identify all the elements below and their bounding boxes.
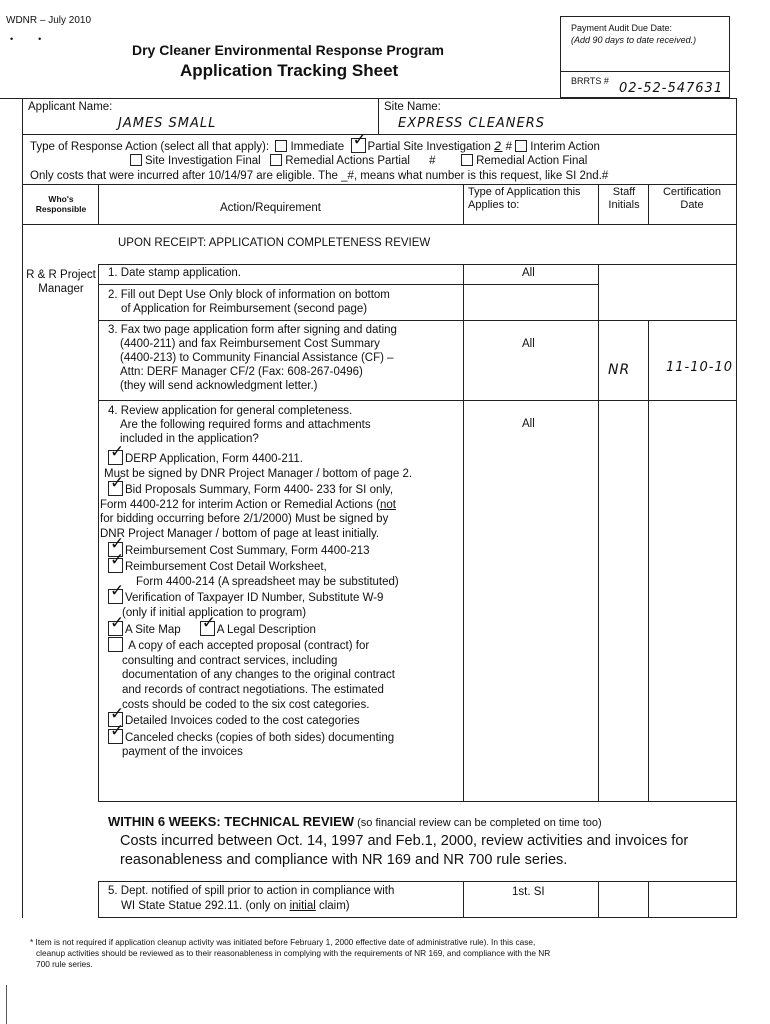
rule-row3 <box>98 400 737 401</box>
audit-box <box>560 16 730 98</box>
footnote <box>30 937 550 970</box>
rcd-line1: Reimbursement Cost Detail Worksheet, <box>125 561 327 574</box>
partial-si-number[interactable]: 2 <box>494 139 503 153</box>
row4-line2: Are the following required forms and attachments <box>120 419 371 431</box>
si-final-label: Site Investigation Final <box>145 155 261 167</box>
derp-label: DERP Application, Form 4400-211. <box>125 453 303 465</box>
audit-divider <box>561 71 729 72</box>
rule-response-bottom <box>22 184 737 185</box>
partial-si-hash: # <box>505 141 513 153</box>
bid-line4: DNR Project Manager / bottom of page at least initially. <box>100 527 380 540</box>
rule-col-staff <box>598 184 599 224</box>
invoices-label: Detailed Invoices coded to the cost categories <box>125 715 360 728</box>
checklist <box>100 450 462 760</box>
row4-type: All <box>522 418 535 430</box>
brrts-label: BRRTS # <box>571 76 609 86</box>
scan-mark: • • <box>10 34 42 44</box>
immediate-label: Immediate <box>290 141 345 153</box>
site-name-label: Site Name: <box>384 101 441 113</box>
sheet-title: Application Tracking Sheet <box>180 61 399 80</box>
row5-line1: 5. Dept. notified of spill prior to action in compliance with <box>108 885 395 897</box>
si-final-checkbox[interactable] <box>130 154 142 166</box>
bid-line2-not: not <box>379 498 396 511</box>
footnote-line2: cleanup activities should be reviewed as to their reasonableness in complying with the requirements of NR 169, and compliance with the NR <box>36 948 551 958</box>
section2-line2: Costs incurred between Oct. 14, 1997 and Feb.1, 2000, review activities and invoices for <box>120 833 689 849</box>
rule-row5-staff <box>598 881 599 917</box>
ra-final-label: Remedial Action Final <box>476 155 588 167</box>
rule-row1 <box>98 284 599 285</box>
rule-row5-cert <box>648 881 649 917</box>
costs-note: Only costs that were incurred after 10/14/97 are eligible. The _#, means what number is this request, like SI 2nd.# <box>30 170 609 182</box>
footnote-line3: 700 rule series. <box>36 959 93 969</box>
rcs-label: Reimbursement Cost Summary, Form 4400-213 <box>125 544 370 557</box>
rule-section2 <box>98 881 737 882</box>
bid-line2: Form 4400-212 for interim Action or Remedial Actions ( <box>100 498 380 511</box>
partial-si-label: Partial Site Investigation <box>367 141 491 153</box>
col-type: Type of Application this Applies to: <box>468 186 581 211</box>
rule-applicant-bottom <box>22 134 737 135</box>
applicant-name-value[interactable]: JAMES SMALL <box>118 116 217 131</box>
row4-line3: included in the application? <box>120 433 259 445</box>
rcd-line2: Form 4400-214 (A spreadsheet may be substituted) <box>136 575 399 588</box>
row3-line3: (4400-213) to Community Financial Assistance (CF) – <box>120 352 394 364</box>
audit-label: Payment Audit Due Date: <box>571 23 673 33</box>
brrts-value[interactable]: 02-52-547631 <box>619 81 724 96</box>
copy-line5: costs should be coded to the six cost categories. <box>122 698 370 711</box>
rule-top <box>0 98 737 99</box>
section2-line1 <box>108 814 602 829</box>
derp-note: Must be signed by DNR Project Manager / bottom of page 2. <box>104 467 413 480</box>
legal-checkbox[interactable] <box>200 621 215 636</box>
rule-who-body <box>98 264 99 802</box>
partial-si-checkbox[interactable] <box>351 138 366 153</box>
bid-line1: Bid Proposals Summary, Form 4400- 233 for SI only, <box>125 484 394 497</box>
immediate-checkbox[interactable] <box>275 140 287 152</box>
section2-line3: reasonableness and compliance with NR 169 and NR 700 rule series. <box>120 852 568 868</box>
copy-line2: consulting and contract services, including <box>122 654 338 667</box>
tax-line1: Verification of Taxpayer ID Number, Substitute W-9 <box>125 592 384 605</box>
section2-lead-note: (so financial review can be completed on time too) <box>354 817 602 829</box>
col-cert: Certification Date <box>662 186 722 211</box>
copy-line4: and records of contract negotiations. The estimated <box>122 683 384 696</box>
row3-text <box>108 323 397 393</box>
col-who: Who's Responsible <box>35 194 87 214</box>
response-type-label: Type of Response Action (select all that apply): <box>30 141 270 153</box>
ra-partial-label: Remedial Actions Partial <box>285 155 410 167</box>
rule-col-cert <box>648 184 649 224</box>
rule-left <box>22 98 23 918</box>
rule-row2 <box>98 320 737 321</box>
bid-checkbox[interactable] <box>108 481 123 496</box>
scan-edge-mark <box>6 985 7 1024</box>
bid-line3: for bidding occurring before 2/1/2000) Must be signed by <box>100 513 389 526</box>
rule-applicant-divider <box>378 98 379 134</box>
tax-line2: (only if initial application to program) <box>122 606 307 619</box>
row3-initials[interactable]: NR <box>608 362 631 378</box>
copy-checkbox[interactable] <box>108 637 123 652</box>
copy-line1: A copy of each accepted proposal (contract) for <box>128 640 370 653</box>
col-action: Action/Requirement <box>220 202 321 214</box>
response-type-row2 <box>130 154 587 168</box>
rule-section1 <box>98 264 737 265</box>
form-code: WDNR – July 2010 <box>6 15 92 26</box>
rule-col-type <box>463 184 464 224</box>
row3-line4: Attn: DERF Manager CF/2 (Fax: 608-267-0496) <box>120 366 363 378</box>
rule-cert-body <box>648 320 649 802</box>
row3-type: All <box>522 338 535 350</box>
response-type-row1 <box>30 138 600 154</box>
row2-line1: 2. Fill out Dept Use Only block of information on bottom <box>108 289 390 301</box>
audit-note: (Add 90 days to date received.) <box>571 35 697 45</box>
ra-partial-hash: # <box>429 155 436 167</box>
sitemap-checkbox[interactable] <box>108 621 123 636</box>
rule-row4 <box>98 801 737 802</box>
ra-partial-checkbox[interactable] <box>270 154 282 166</box>
row4-text <box>108 404 371 446</box>
row5-line2c: claim) <box>315 900 350 912</box>
rcd-checkbox[interactable] <box>108 558 123 573</box>
footnote-line1: * Item is not required if application cleanup activity was initiated before February 1, 2000 effective date of administrative rule). In this case, <box>30 937 536 947</box>
row5-line2b: initial <box>289 900 316 912</box>
copy-line3: documentation of any changes to the original contract <box>122 669 395 682</box>
interim-label: Interim Action <box>530 141 600 153</box>
interim-checkbox[interactable] <box>515 140 527 152</box>
rule-type-body <box>463 264 464 802</box>
tax-checkbox[interactable] <box>108 589 123 604</box>
rule-right <box>736 98 737 918</box>
site-name-value[interactable]: EXPRESS CLEANERS <box>398 116 546 131</box>
legal-label: A Legal Description <box>216 623 316 636</box>
row1-text: 1. Date stamp application. <box>108 267 241 279</box>
row3-date[interactable]: 11-10-10 <box>666 360 734 375</box>
col-staff: Staff Initials <box>608 186 640 211</box>
row2-line2: of Application for Reimbursement (second page) <box>121 303 368 315</box>
row5-line2a: WI State Statue 292.11. (only on <box>121 900 290 912</box>
rule-staff-body <box>598 264 599 802</box>
row3-line5: (they will send acknowledgment letter.) <box>120 380 318 392</box>
row3-line1: 3. Fax two page application form after signing and dating <box>108 324 397 336</box>
row4-line1: 4. Review application for general completeness. <box>108 405 353 417</box>
row5-line2 <box>121 900 350 913</box>
ra-final-checkbox[interactable] <box>461 154 473 166</box>
rule-col-who <box>98 184 99 224</box>
row3-line2: (4400-211) and fax Reimbursement Cost Summary <box>120 338 380 350</box>
applicant-name-label: Applicant Name: <box>28 101 113 113</box>
row1-type: All <box>522 267 535 279</box>
rule-header-bottom <box>22 224 737 225</box>
section1-heading: UPON RECEIPT: APPLICATION COMPLETENESS REVIEW <box>118 237 431 249</box>
section2-lead: WITHIN 6 WEEKS: TECHNICAL REVIEW <box>108 814 355 829</box>
checks-line2: payment of the invoices <box>122 746 243 759</box>
checks-line1: Canceled checks (copies of both sides) documenting <box>125 731 395 744</box>
rule-row5-left <box>98 881 99 917</box>
checks-checkbox[interactable] <box>108 729 123 744</box>
derp-checkbox[interactable] <box>108 450 123 465</box>
row5-type: 1st. SI <box>512 886 545 898</box>
sitemap-label: A Site Map <box>125 623 181 636</box>
rule-row5-type <box>463 881 464 917</box>
program-title: Dry Cleaner Environmental Response Program <box>132 42 444 58</box>
rule-row5-bottom <box>98 917 737 918</box>
responsible-party: R & R Project Manager <box>26 269 96 295</box>
